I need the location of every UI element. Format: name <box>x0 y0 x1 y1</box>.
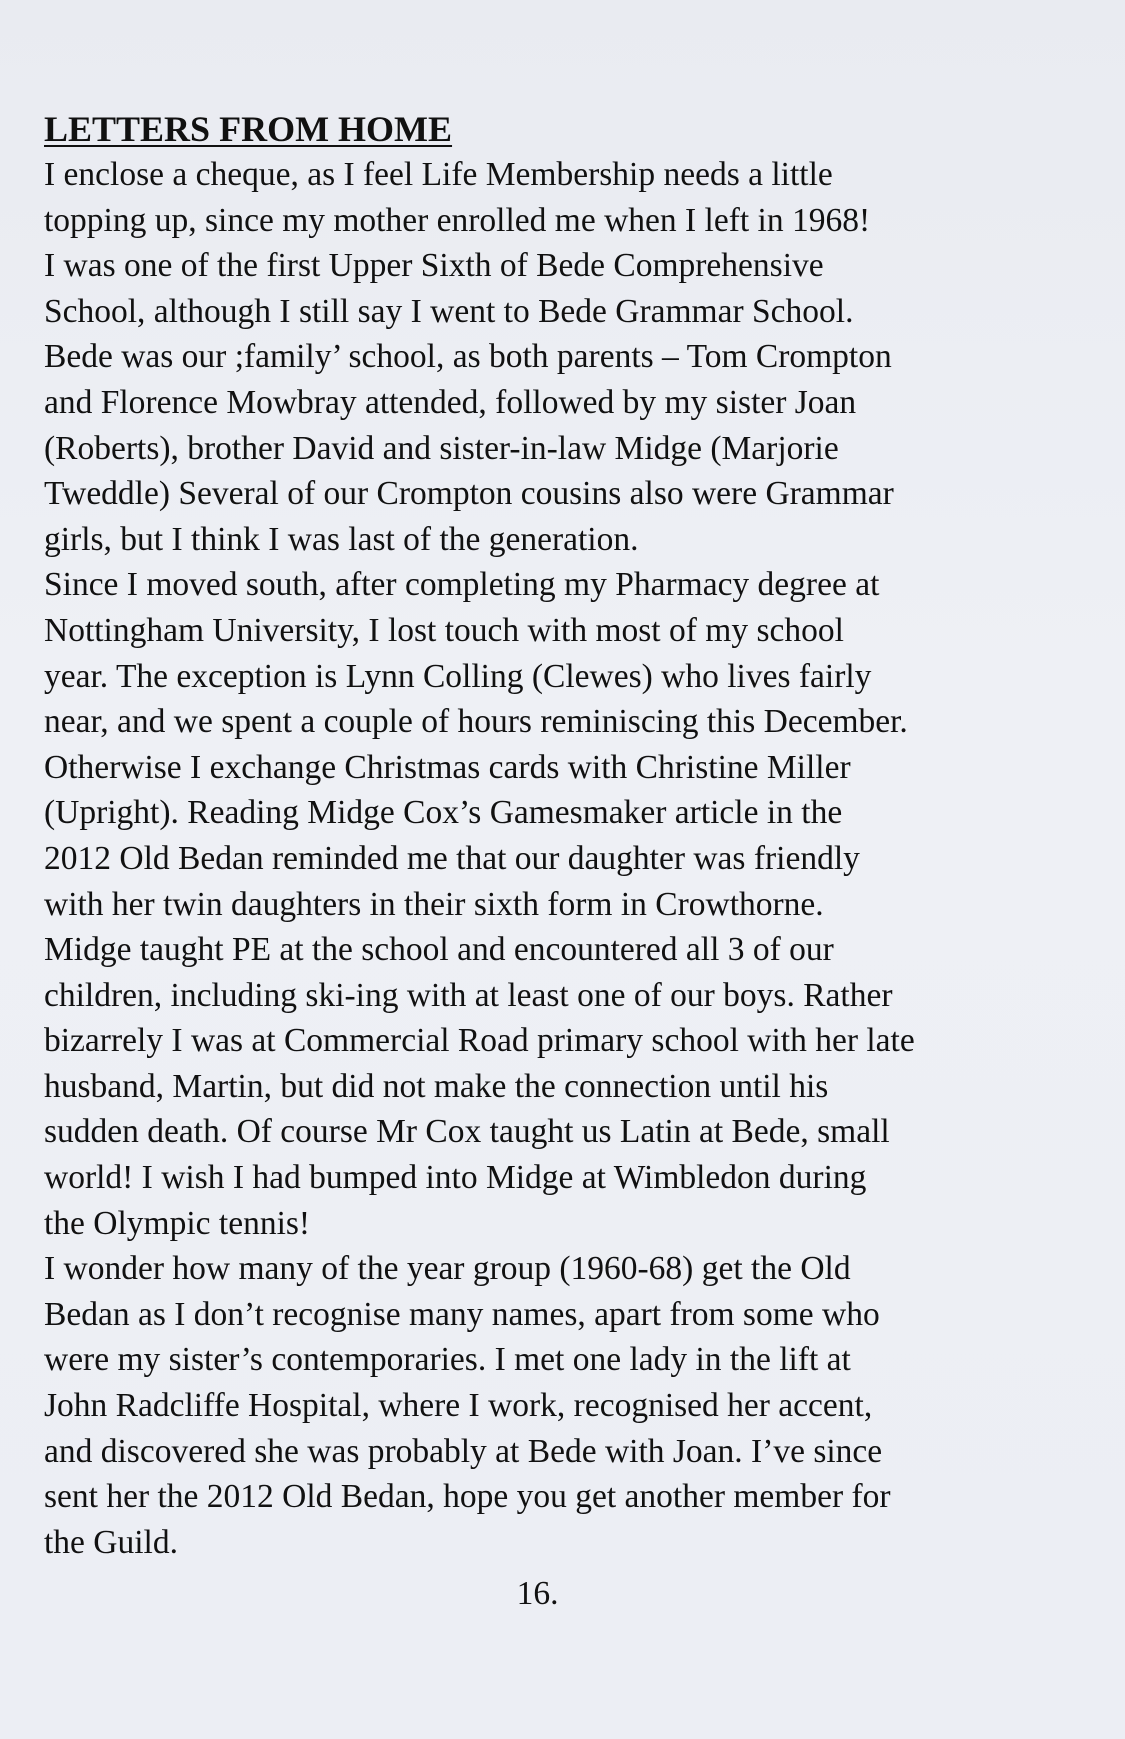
text-line: 2012 Old Bedan reminded me that our daughter was friendly <box>44 839 860 877</box>
text-line: with her twin daughters in their sixth form in Crowthorne. <box>44 885 824 923</box>
text-line: and discovered she was probably at Bede with Joan. I’ve since <box>44 1432 883 1470</box>
section-title: LETTERS FROM HOME <box>44 109 453 149</box>
text-line: Since I moved south, after completing my Pharmacy degree at <box>44 566 880 604</box>
page-number-container <box>0 1572 1125 1616</box>
text-line: I wonder how many of the year group (1960-68) get the Old <box>44 1250 851 1288</box>
letter-body <box>44 152 1094 1565</box>
text-line: bizarrely I was at Commercial Road primary school with her late <box>44 1022 915 1060</box>
text-line: the Olympic tennis! <box>44 1204 311 1242</box>
text-line: children, including ski-ing with at least one of our boys. Rather <box>44 976 893 1014</box>
text-line: School, although I still say I went to Bede Grammar School. <box>44 292 854 330</box>
text-line: Otherwise I exchange Christmas cards with Christine Miller <box>44 748 851 786</box>
letter-content <box>44 106 1094 1565</box>
text-line: (Roberts), brother David and sister-in-law Midge (Marjorie <box>44 429 839 467</box>
text-line: year. The exception is Lynn Colling (Clewes) who lives fairly <box>44 657 872 695</box>
text-line: topping up, since my mother enrolled me when I left in 1968! <box>44 201 871 239</box>
page-number: 16. <box>516 1575 559 1612</box>
text-line: and Florence Mowbray attended, followed by my sister Joan <box>44 383 857 421</box>
text-line: Bede was our ;family’ school, as both parents – Tom Crompton <box>44 338 892 376</box>
text-line: near, and we spent a couple of hours reminiscing this December. <box>44 703 908 741</box>
text-line: Bedan as I don’t recognise many names, apart from some who <box>44 1295 880 1333</box>
text-line: girls, but I think I was last of the generation. <box>44 520 639 558</box>
text-line: I was one of the first Upper Sixth of Bede Comprehensive <box>44 247 824 285</box>
text-line: Nottingham University, I lost touch with most of my school <box>44 611 844 649</box>
text-line: Tweddle) Several of our Crompton cousins also were Grammar <box>44 475 894 513</box>
text-line: were my sister’s contemporaries. I met one lady in the lift at <box>44 1341 851 1379</box>
text-line: sudden death. Of course Mr Cox taught us Latin at Bede, small <box>44 1113 890 1151</box>
text-line: (Upright). Reading Midge Cox’s Gamesmaker article in the <box>44 794 843 832</box>
text-line: husband, Martin, but did not make the connection until his <box>44 1067 829 1105</box>
text-line: sent her the 2012 Old Bedan, hope you get another member for <box>44 1478 891 1516</box>
text-line: Midge taught PE at the school and encountered all 3 of our <box>44 931 834 969</box>
text-line: I enclose a cheque, as I feel Life Membership needs a little <box>44 156 833 193</box>
text-line: John Radcliffe Hospital, where I work, recognised her accent, <box>44 1387 873 1425</box>
text-line: world! I wish I had bumped into Midge at Wimbledon during <box>44 1159 867 1197</box>
text-line: the Guild. <box>44 1523 178 1561</box>
